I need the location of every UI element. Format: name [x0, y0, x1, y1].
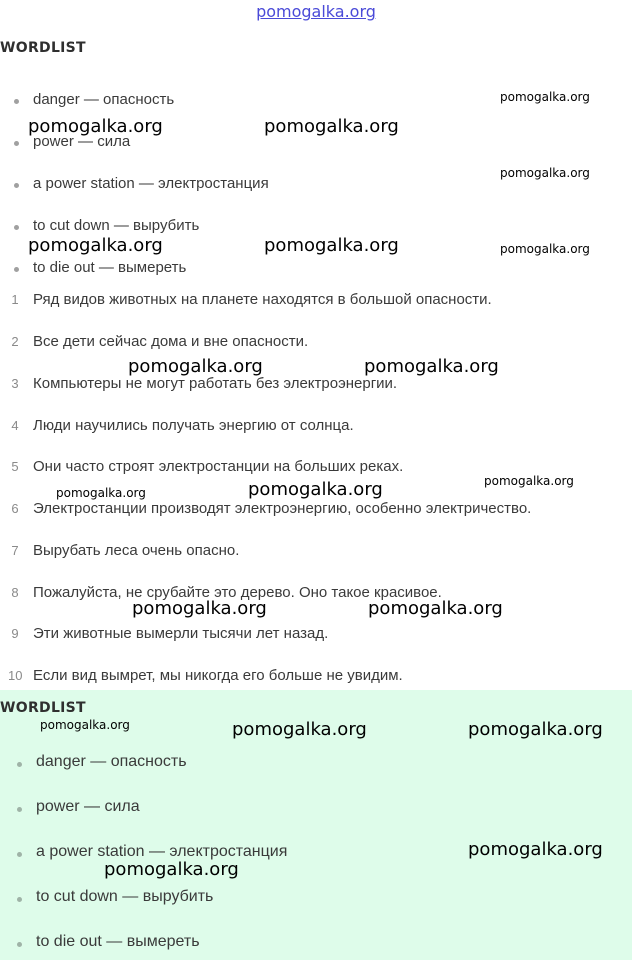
watermark: pomogalka.org [500, 90, 590, 104]
bullet-icon [14, 225, 19, 230]
bullet-icon [17, 852, 22, 857]
sentence-text: Люди научились получать энергию от солнца. [33, 417, 354, 434]
wordlist-item-power: power — сила [33, 133, 131, 150]
wordlist-item-power-station: a power station — электростанция [33, 175, 269, 192]
watermark: pomogalka.org [104, 859, 239, 880]
bullet-icon [17, 942, 22, 947]
wordlist-item-cut-down: to cut down — вырубить [36, 888, 214, 905]
bullet-icon [14, 141, 19, 146]
wordlist-item-die-out: to die out — вымереть [33, 259, 187, 276]
watermark: pomogalka.org [128, 356, 263, 377]
watermark: pomogalka.org [264, 235, 399, 256]
wordlist-item-power-station: a power station — электростанция [36, 843, 288, 860]
bullet-icon [14, 183, 19, 188]
watermark: pomogalka.org [368, 598, 503, 619]
sentence-number: 10 [8, 668, 23, 683]
sentence-number: 9 [11, 626, 19, 641]
sentence-number: 7 [11, 543, 19, 558]
sentence-text: Если вид вымрет, мы никогда его больше не увидим. [33, 667, 403, 684]
wordlist-heading: WORDLIST [0, 40, 86, 56]
watermark: pomogalka.org [28, 116, 163, 137]
wordlist-heading: WORDLIST [0, 700, 86, 716]
watermark: pomogalka.org [248, 479, 383, 500]
watermark: pomogalka.org [468, 839, 603, 860]
wordlist-item-power: power — сила [36, 798, 140, 815]
sentence-number: 1 [11, 292, 19, 307]
watermark: pomogalka.org [468, 719, 603, 740]
watermark: pomogalka.org [364, 356, 499, 377]
sentence-text: Эти животные вымерли тысячи лет назад. [33, 625, 329, 642]
sentence-text: Компьютеры не могут работать без электроэнергии. [33, 375, 398, 392]
bullet-icon [17, 897, 22, 902]
sentence-number: 3 [11, 376, 19, 391]
bullet-icon [14, 99, 19, 104]
bullet-icon [17, 807, 22, 812]
sentence-number: 2 [11, 334, 19, 349]
wordlist-item-danger: danger — опасность [36, 753, 187, 770]
sentence-text: Они часто строят электростанции на больших реках. [33, 458, 404, 475]
watermark: pomogalka.org [132, 598, 267, 619]
sentence-text: Вырубать леса очень опасно. [33, 542, 240, 559]
sentence-text: Все дети сейчас дома и вне опасности. [33, 333, 309, 350]
watermark: pomogalka.org [484, 474, 574, 488]
watermark: pomogalka.org [40, 718, 130, 732]
sentence-number: 5 [11, 459, 19, 474]
watermark: pomogalka.org [500, 166, 590, 180]
wordlist-item-danger: danger — опасность [33, 91, 175, 108]
wordlist-item-die-out: to die out — вымереть [36, 933, 200, 950]
sentence-number: 4 [11, 418, 19, 433]
sentence-number: 6 [11, 501, 19, 516]
watermark: pomogalka.org [500, 242, 590, 256]
wordlist-item-cut-down: to cut down — вырубить [33, 217, 200, 234]
watermark: pomogalka.org [232, 719, 367, 740]
sentence-text: Ряд видов животных на планете находятся в большой опасности. [33, 291, 492, 308]
bullet-icon [14, 267, 19, 272]
watermark: pomogalka.org [56, 486, 146, 500]
bullet-icon [17, 762, 22, 767]
sentence-text: Пожалуйста, не срубайте это дерево. Оно такое красивое. [33, 584, 442, 601]
watermark: pomogalka.org [264, 116, 399, 137]
sentence-text: Электростанции производят электроэнергию, особенно электричество. [33, 500, 532, 517]
watermark: pomogalka.org [28, 235, 163, 256]
sentence-number: 8 [11, 585, 19, 600]
site-header-link[interactable]: pomogalka.org [256, 2, 376, 21]
